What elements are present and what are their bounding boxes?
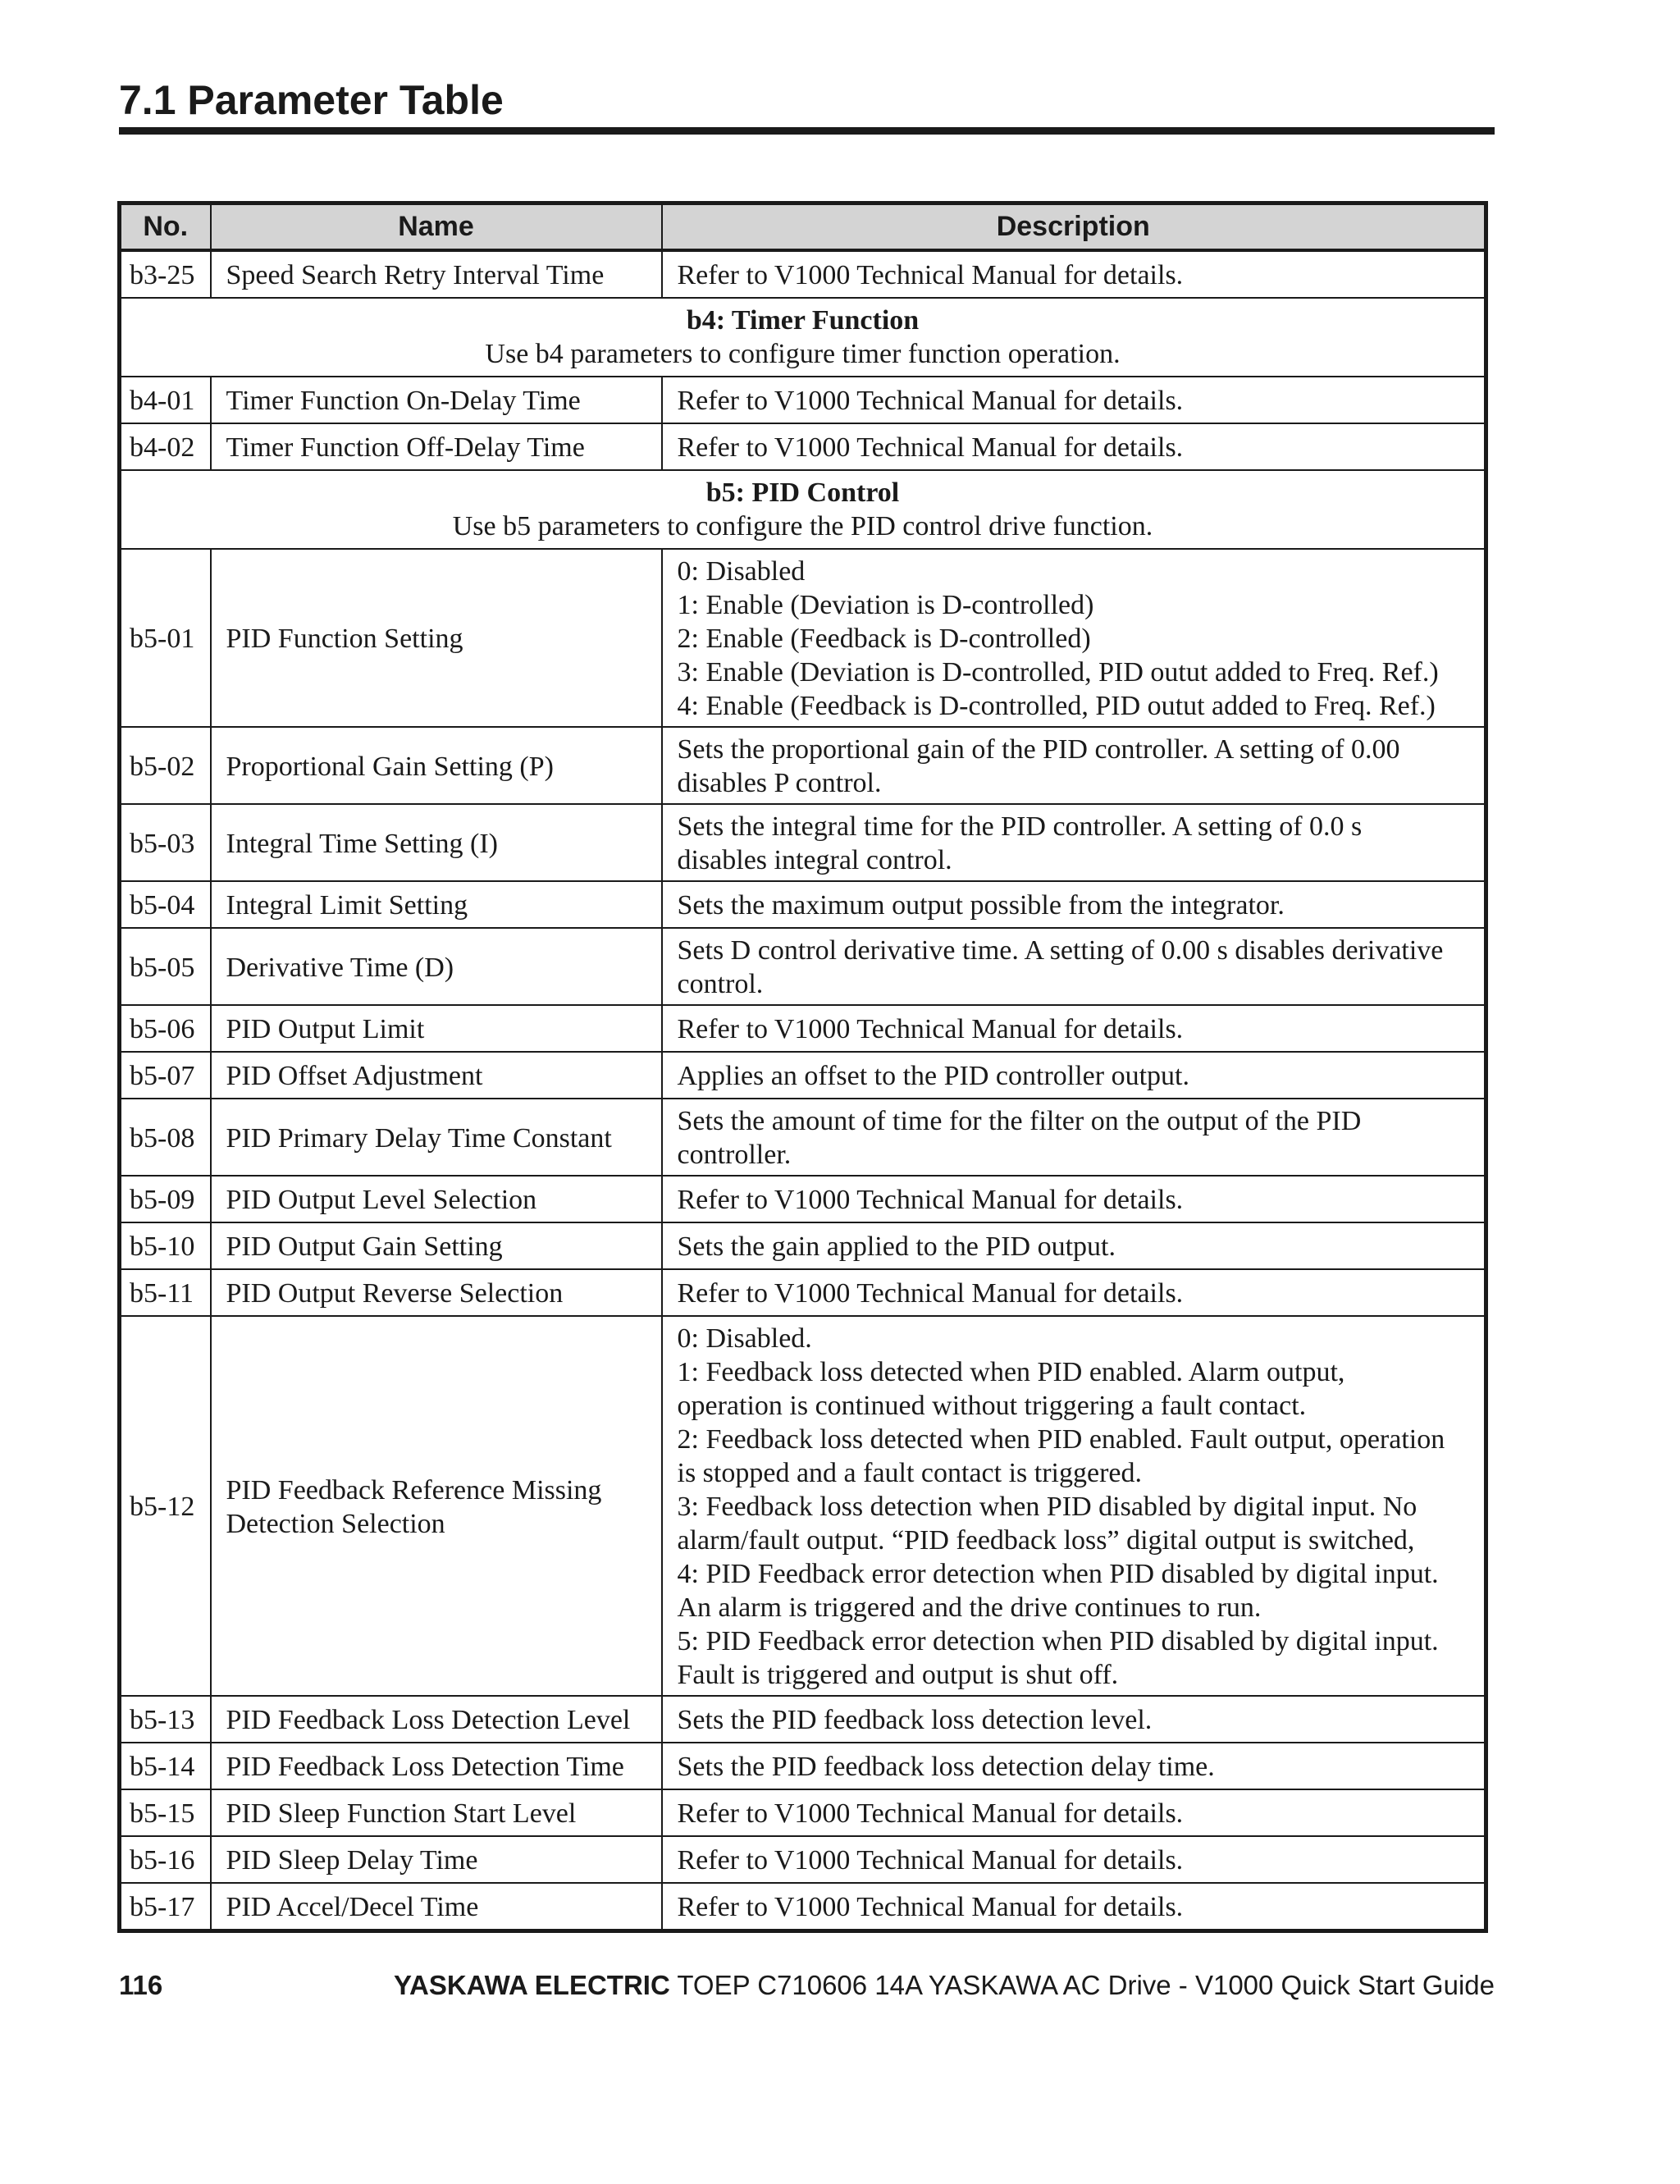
parameter-name: Timer Function On-Delay Time [211,377,662,423]
description-line: 4: Enable (Feedback is D-controlled, PID outut added to Freq. Ref.) [677,691,1436,721]
footer-doc-ref: TOEP C710606 14A YASKAWA AC Drive - V1000 Quick Start Guide [669,1970,1495,2000]
description-line: Sets the gain applied to the PID output. [677,1231,1116,1262]
parameter-name: PID Sleep Delay Time [211,1836,662,1883]
parameter-number: b5-02 [120,727,211,804]
description-line: Sets the amount of time for the filter on the output of the PID [677,1106,1362,1136]
parameter-description [662,1269,1486,1316]
parameter-number: b5-03 [120,804,211,881]
parameter-table [117,201,1488,1933]
description-line: 2: Feedback loss detected when PID enabled. Fault output, operation [677,1424,1445,1455]
section-description: Use b5 parameters to configure the PID control drive function. [452,511,1153,541]
description-line: Sets the PID feedback loss detection level. [677,1705,1153,1735]
parameter-description [662,1743,1486,1789]
parameter-name: PID Output Reverse Selection [211,1269,662,1316]
section-row [120,298,1486,377]
section-title: b4: Timer Function [686,305,920,336]
parameter-name: Proportional Gain Setting (P) [211,727,662,804]
parameter-number: b5-07 [120,1052,211,1099]
parameter-name: PID Function Setting [211,549,662,727]
parameter-name: PID Output Level Selection [211,1176,662,1222]
parameter-number: b4-01 [120,377,211,423]
parameter-number: b5-06 [120,1005,211,1052]
table-row [120,804,1486,881]
parameter-number: b5-04 [120,881,211,928]
description-line: alarm/fault output. “PID feedback loss” digital output is switched, [677,1525,1415,1556]
table-header-row [120,203,1486,251]
parameter-description [662,1316,1486,1696]
column-header-no: No. [120,203,211,251]
description-line: Refer to V1000 Technical Manual for details. [677,1014,1184,1044]
description-line: operation is continued without triggering a fault contact. [677,1391,1307,1421]
parameter-number: b5-05 [120,928,211,1005]
parameter-description [662,928,1486,1005]
parameter-description [662,1883,1486,1931]
parameter-description [662,804,1486,881]
description-line: Sets D control derivative time. A setting of 0.00 s disables derivative [677,935,1444,966]
parameter-number: b5-15 [120,1789,211,1836]
description-line: 2: Enable (Feedback is D-controlled) [677,624,1091,654]
table-row [120,881,1486,928]
description-line: Sets the integral time for the PID controller. A setting of 0.0 s [677,811,1363,842]
footer-brand: YASKAWA ELECTRIC [394,1970,670,2000]
table-row [120,250,1486,298]
parameter-number: b5-08 [120,1099,211,1176]
parameter-description [662,881,1486,928]
description-line: is stopped and a fault contact is triggered. [677,1458,1142,1488]
description-line: 1: Enable (Deviation is D-controlled) [677,590,1094,620]
parameter-name: PID Output Gain Setting [211,1222,662,1269]
parameter-number: b5-12 [120,1316,211,1696]
parameter-name: Derivative Time (D) [211,928,662,1005]
parameter-description [662,1099,1486,1176]
parameter-name: PID Feedback Loss Detection Level [211,1696,662,1743]
section-description: Use b4 parameters to configure timer function operation. [485,339,1121,369]
parameter-name: Integral Limit Setting [211,881,662,928]
description-line: Refer to V1000 Technical Manual for details. [677,1278,1184,1309]
parameter-description [662,1052,1486,1099]
parameter-description [662,1176,1486,1222]
section-row [120,470,1486,549]
parameter-number: b5-11 [120,1269,211,1316]
description-line: Sets the maximum output possible from the integrator. [677,890,1285,921]
description-line: control. [677,969,764,999]
description-line: 4: PID Feedback error detection when PID disabled by digital input. [677,1559,1439,1589]
description-line: 3: Enable (Deviation is D-controlled, PID outut added to Freq. Ref.) [677,657,1439,688]
parameter-description [662,1005,1486,1052]
table-row [120,1836,1486,1883]
column-header-description: Description [662,203,1486,251]
parameter-name: Integral Time Setting (I) [211,804,662,881]
description-line: Refer to V1000 Technical Manual for details. [677,386,1184,416]
table-row [120,1789,1486,1836]
table-row [120,928,1486,1005]
parameter-name: Timer Function Off-Delay Time [211,423,662,470]
table-row [120,1743,1486,1789]
parameter-description [662,1222,1486,1269]
table-row [120,423,1486,470]
section-cell [120,470,1486,549]
parameter-name: Speed Search Retry Interval Time [211,250,662,298]
table-row [120,549,1486,727]
parameter-description [662,549,1486,727]
table-row [120,1052,1486,1099]
description-line: 0: Disabled [677,556,806,587]
table-body [120,250,1486,1931]
parameter-number: b5-09 [120,1176,211,1222]
table-row [120,1005,1486,1052]
parameter-number: b5-10 [120,1222,211,1269]
parameter-number: b4-02 [120,423,211,470]
table-row [120,1222,1486,1269]
description-line: Refer to V1000 Technical Manual for details. [677,1185,1184,1215]
parameter-description [662,1789,1486,1836]
parameter-description [662,423,1486,470]
table-row [120,1316,1486,1696]
description-line: disables P control. [677,768,882,798]
description-line: Refer to V1000 Technical Manual for details. [677,1892,1184,1922]
description-line: Refer to V1000 Technical Manual for details. [677,1798,1184,1829]
parameter-number: b5-17 [120,1883,211,1931]
description-line: controller. [677,1140,792,1170]
parameter-name: PID Sleep Function Start Level [211,1789,662,1836]
table-row [120,1176,1486,1222]
description-line: 0: Disabled. [677,1323,812,1354]
description-line: Sets the PID feedback loss detection delay time. [677,1752,1215,1782]
parameter-name: PID Offset Adjustment [211,1052,662,1099]
description-line: disables integral control. [677,845,952,875]
table-row [120,377,1486,423]
parameter-number: b5-16 [120,1836,211,1883]
parameter-description [662,1836,1486,1883]
parameter-description [662,250,1486,298]
table-row [120,1883,1486,1931]
description-line: 5: PID Feedback error detection when PID disabled by digital input. [677,1626,1439,1656]
table-row [120,1269,1486,1316]
parameter-name: PID Feedback Reference Missing Detection Selection [211,1316,662,1696]
parameter-description [662,727,1486,804]
parameter-description [662,1696,1486,1743]
description-line: Refer to V1000 Technical Manual for details. [677,260,1184,290]
description-line: Refer to V1000 Technical Manual for details. [677,432,1184,463]
parameter-number: b3-25 [120,250,211,298]
title-rule [119,127,1495,135]
footer-document-reference [394,1969,1495,2002]
parameter-number: b5-01 [120,549,211,727]
table-row [120,1099,1486,1176]
description-line: Sets the proportional gain of the PID controller. A setting of 0.00 [677,734,1400,765]
page-title: 7.1 Parameter Table [119,77,504,123]
description-line: Fault is triggered and output is shut off. [677,1660,1119,1690]
parameter-description [662,377,1486,423]
parameter-number: b5-13 [120,1696,211,1743]
table-row [120,1696,1486,1743]
section-title: b5: PID Control [705,477,900,508]
description-line: An alarm is triggered and the drive continues to run. [677,1592,1262,1623]
description-line: Refer to V1000 Technical Manual for details. [677,1845,1184,1876]
parameter-name: PID Accel/Decel Time [211,1883,662,1931]
parameter-name: PID Feedback Loss Detection Time [211,1743,662,1789]
column-header-name: Name [211,203,662,251]
description-line: Applies an offset to the PID controller output. [677,1061,1189,1091]
section-cell [120,298,1486,377]
parameter-number: b5-14 [120,1743,211,1789]
parameter-name: PID Output Limit [211,1005,662,1052]
page-number: 116 [119,1970,163,2000]
parameter-name: PID Primary Delay Time Constant [211,1099,662,1176]
table-row [120,727,1486,804]
description-line: 3: Feedback loss detection when PID disabled by digital input. No [677,1492,1418,1522]
description-line: 1: Feedback loss detected when PID enabled. Alarm output, [677,1357,1345,1387]
